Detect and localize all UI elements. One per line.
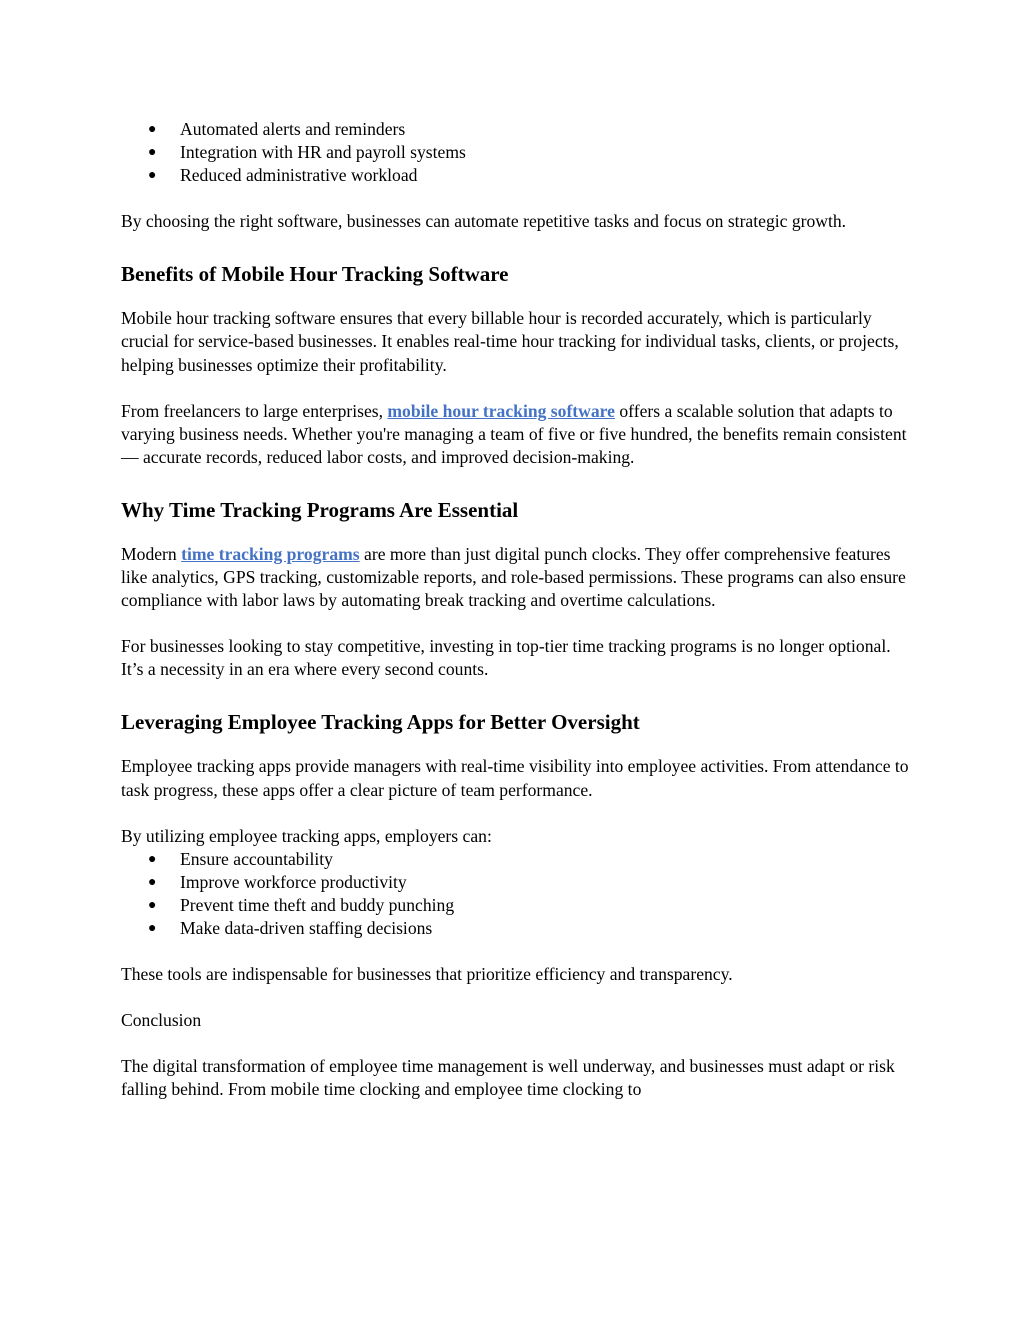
- bullet-icon: ●: [148, 145, 157, 161]
- apps-paragraph-2: By utilizing employee tracking apps, employers can:: [121, 825, 492, 846]
- list-item: ● Automated alerts and reminders: [121, 118, 911, 141]
- list-item: ● Make data-driven staffing decisions: [121, 917, 911, 940]
- bullet-icon: ●: [148, 920, 157, 936]
- programs-paragraph-1: Modern time tracking programs are more than just digital punch clocks. They offer comprehensive features like analytics, GPS tracking, customizable reports, and role-based permissions. These programs can also ensure compliance with labor laws by automating break tracking and overtime calculations.: [121, 543, 906, 611]
- bullet-icon: ●: [148, 874, 157, 890]
- benefits-paragraph-2: From freelancers to large enterprises, mobile hour tracking software offers a scalable solution that adapts to varying business needs. Whether you're managing a team of five or five hundred, the benefits remain consistent — accurate records, reduced labor costs, and improved decision-making.: [121, 400, 907, 467]
- time-tracking-programs-link[interactable]: time tracking programs: [181, 543, 360, 564]
- apps-paragraph-1: Employee tracking apps provide managers with real-time visibility into employee activities. From attendance to task progress, these apps offer a clear picture of team performance.: [121, 756, 909, 800]
- list-item: ● Prevent time theft and buddy punching: [121, 894, 911, 917]
- list-item: ● Improve workforce productivity: [121, 871, 911, 894]
- bullet-icon: ●: [148, 122, 157, 137]
- bullet-icon: ●: [148, 851, 157, 867]
- conclusion-paragraph: The digital transformation of employee time management is well underway, and businesses must adapt or risk falling behind. From mobile time clocking and employee time clocking to: [121, 1056, 895, 1100]
- apps-list: [121, 848, 911, 940]
- programs-paragraph-2: For businesses looking to stay competitive, investing in top-tier time tracking programs is no longer optional. It’s a necessity in an era where every second counts.: [121, 636, 891, 680]
- document-page: [121, 118, 911, 1124]
- apps-paragraph-3: These tools are indispensable for businesses that prioritize efficiency and transparency.: [121, 964, 733, 985]
- bullet-icon: ●: [148, 897, 157, 913]
- conclusion-label: Conclusion: [121, 1010, 202, 1031]
- section-heading-benefits: Benefits of Mobile Hour Tracking Software: [121, 262, 509, 287]
- list-item: ● Reduced administrative workload: [121, 164, 911, 187]
- benefits-paragraph-1: Mobile hour tracking software ensures that every billable hour is recorded accurately, which is particularly crucial for service-based businesses. It enables real-time hour tracking for individual tasks, clients, or projects, helping businesses optimize their profitability.: [121, 308, 899, 375]
- intro-paragraph: By choosing the right software, businesses can automate repetitive tasks and focus on strategic growth.: [121, 211, 847, 232]
- intro-list: [121, 118, 911, 187]
- section-heading-programs: Why Time Tracking Programs Are Essential: [121, 497, 519, 522]
- list-item: ● Ensure accountability: [121, 848, 911, 871]
- mobile-hour-tracking-link[interactable]: mobile hour tracking software: [387, 400, 615, 421]
- list-item: ● Integration with HR and payroll systems: [121, 141, 911, 164]
- bullet-icon: ●: [148, 168, 157, 184]
- section-heading-apps: Leveraging Employee Tracking Apps for Better Oversight: [121, 710, 640, 735]
